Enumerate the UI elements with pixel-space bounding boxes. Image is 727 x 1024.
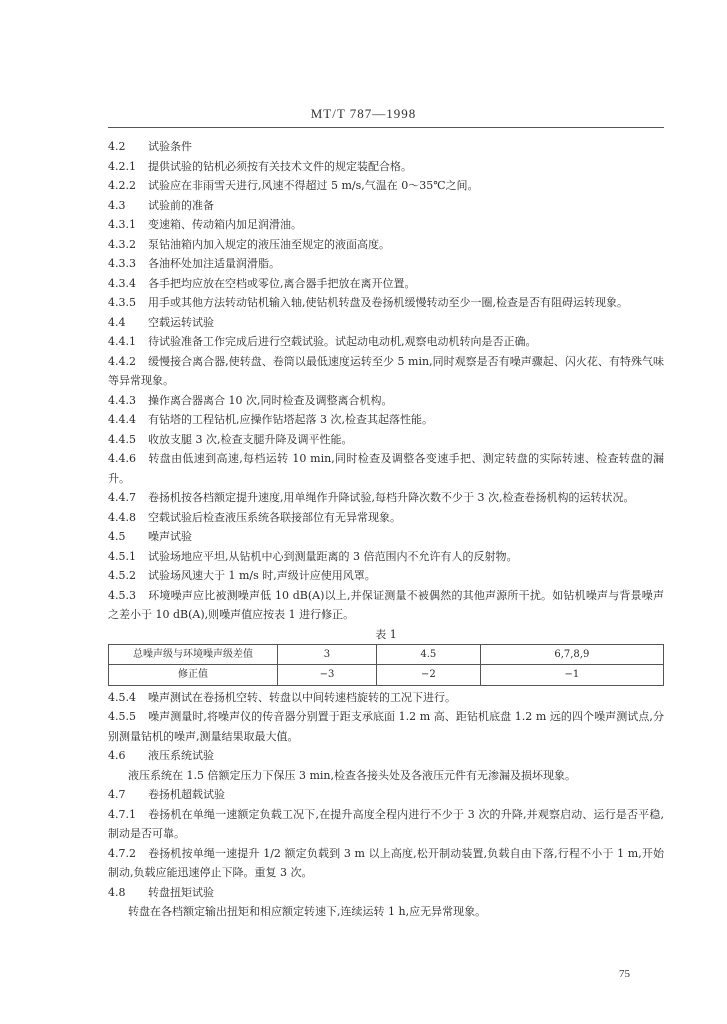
clause-paragraph: 4.4.7 卷扬机按各档额定提升速度,用单绳作升降试验,每档升降次数不少于 3 次,检查卷扬机构的运转状况。 — [108, 491, 635, 504]
table-cell: 3 — [278, 644, 377, 665]
clause-paragraph: 4.4.2 缓慢接合离合器,使转盘、卷筒以最低速度运转至少 5 min,同时观察是否有噪声骤起、闪火花、有特殊气味等异常现象。 — [108, 354, 664, 387]
clause: 4.3.2 泵钻油箱内加入规定的液压油至规定的液面高度。 — [108, 237, 390, 251]
document-body — [108, 137, 664, 922]
section-heading: 4.2 试验条件 — [108, 140, 192, 153]
clause: 4.3.3 各油杯处加注适量润滑脂。 — [108, 257, 280, 270]
clause: 4.3.4 各手把均应放在空档或零位,离合器手把放在离开位置。 — [108, 276, 416, 290]
clause: 4.4.1 待试验准备工作完成后进行空载试验。试起动电动机,观察电动机转向是否正确。 — [108, 335, 537, 348]
clause: 4.5.4 噪声测试在卷扬机空转、转盘以中间转速档旋转的工况下进行。 — [108, 690, 456, 704]
section-heading: 4.6 液压系统试验 — [108, 749, 214, 762]
clause: 4.4.8 空载试验后检查液压系统各联接部位有无异常现象。 — [108, 510, 401, 524]
clause-body: 转盘在各档额定输出扭矩和相应额定转速下,连续运转 1 h,应无异常现象。 — [128, 905, 487, 918]
table-row — [109, 665, 664, 686]
clause: 4.4.4 有钻塔的工程钻机,应操作钻塔起落 3 次,检查其起落性能。 — [108, 413, 433, 426]
clause: 4.2.1 提供试验的钻机必须按有关技术文件的规定装配合格。 — [108, 159, 412, 173]
clause-paragraph: 4.5.3 环境噪声应比被测噪声低 10 dB(A)以上,并保证测量不被偶然的其他声源所干扰。如钻机噪声与背景噪声之差小于 10 dB(A),则噪声值应按表 1 进行修正。 — [108, 588, 664, 621]
clause: 4.5.1 试验场地应平坦,从钻机中心到测量距离的 3 倍范围内不允许有人的反射物。 — [108, 549, 518, 563]
clause-paragraph: 4.3.5 用手或其他方法转动钻机输入轴,使钻机转盘及卷扬机缓慢转动至少一圈,检查是否有阻碍运转现象。 — [108, 296, 628, 309]
clause: 4.4.5 收放支腿 3 次,检查支腿升降及调平性能。 — [108, 432, 353, 446]
table-cell: 6,7,8,9 — [480, 644, 663, 665]
standard-code-header: MT/T 787—1998 — [310, 106, 417, 121]
table-cell: 4.5 — [376, 644, 480, 665]
table-header-cell: 总噪声级与环境噪声级差值 — [109, 644, 278, 665]
table-row — [109, 644, 664, 665]
table-cell: −3 — [278, 665, 377, 686]
clause-paragraph: 4.5.5 噪声测量时,将噪声仪的传音器分别置于距支承底面 1.2 m 高、距钻机底盘 1.2 m 远的四个噪声测试点,分别测量钻机的噪声,测量结果取最大值。 — [108, 710, 664, 743]
clause: 4.2.2 试验应在非雨雪天进行,风速不得超过 5 m/s,气温在 0～35℃之间。 — [108, 179, 479, 192]
page-number: 75 — [619, 968, 630, 980]
section-heading: 4.4 空载运转试验 — [108, 315, 214, 329]
noise-correction-table — [108, 644, 664, 686]
table-cell: −2 — [376, 665, 480, 686]
clause: 4.3.1 变速箱、传动箱内加足润滑油。 — [108, 218, 302, 231]
section-heading: 4.8 转盘扭矩试验 — [108, 885, 214, 899]
section-heading: 4.7 卷扬机超载试验 — [108, 788, 225, 801]
section-heading: 4.5 噪声试验 — [108, 530, 192, 543]
section-heading: 4.3 试验前的准备 — [108, 198, 214, 212]
table-caption: 表 1 — [375, 627, 397, 641]
table-cell: −1 — [480, 665, 663, 686]
header-rule — [108, 127, 664, 128]
clause: 4.4.3 操作离合器离合 10 次,同时检查及调整离合机构。 — [108, 393, 393, 407]
table-header-cell: 修正值 — [109, 665, 278, 686]
clause-body: 液压系统在 1.5 倍额定压力下保压 3 min,检查各接头处及各液压元件有无渗漏及损坏现象。 — [128, 768, 577, 782]
clause-paragraph: 4.4.6 转盘由低速到高速,每档运转 10 min,同时检查及调整各变速手把、测定转盘的实际转速、检查转盘的漏升。 — [108, 452, 664, 485]
clause: 4.5.2 试验场风速大于 1 m/s 时,声级计应使用风罩。 — [108, 569, 376, 582]
clause-paragraph: 4.7.1 卷扬机在单绳一速额定负载工况下,在提升高度全程内进行不少于 3 次的升降,并观察启动、运行是否平稳,制动是否可靠。 — [108, 807, 664, 840]
clause-paragraph: 4.7.2 卷扬机按单绳一速提升 1/2 额定负载到 3 m 以上高度,松开制动装置,负载自由下落,行程不小于 1 m,开始制动,负载应能迅速停止下降。重复 3 次。 — [108, 846, 664, 879]
